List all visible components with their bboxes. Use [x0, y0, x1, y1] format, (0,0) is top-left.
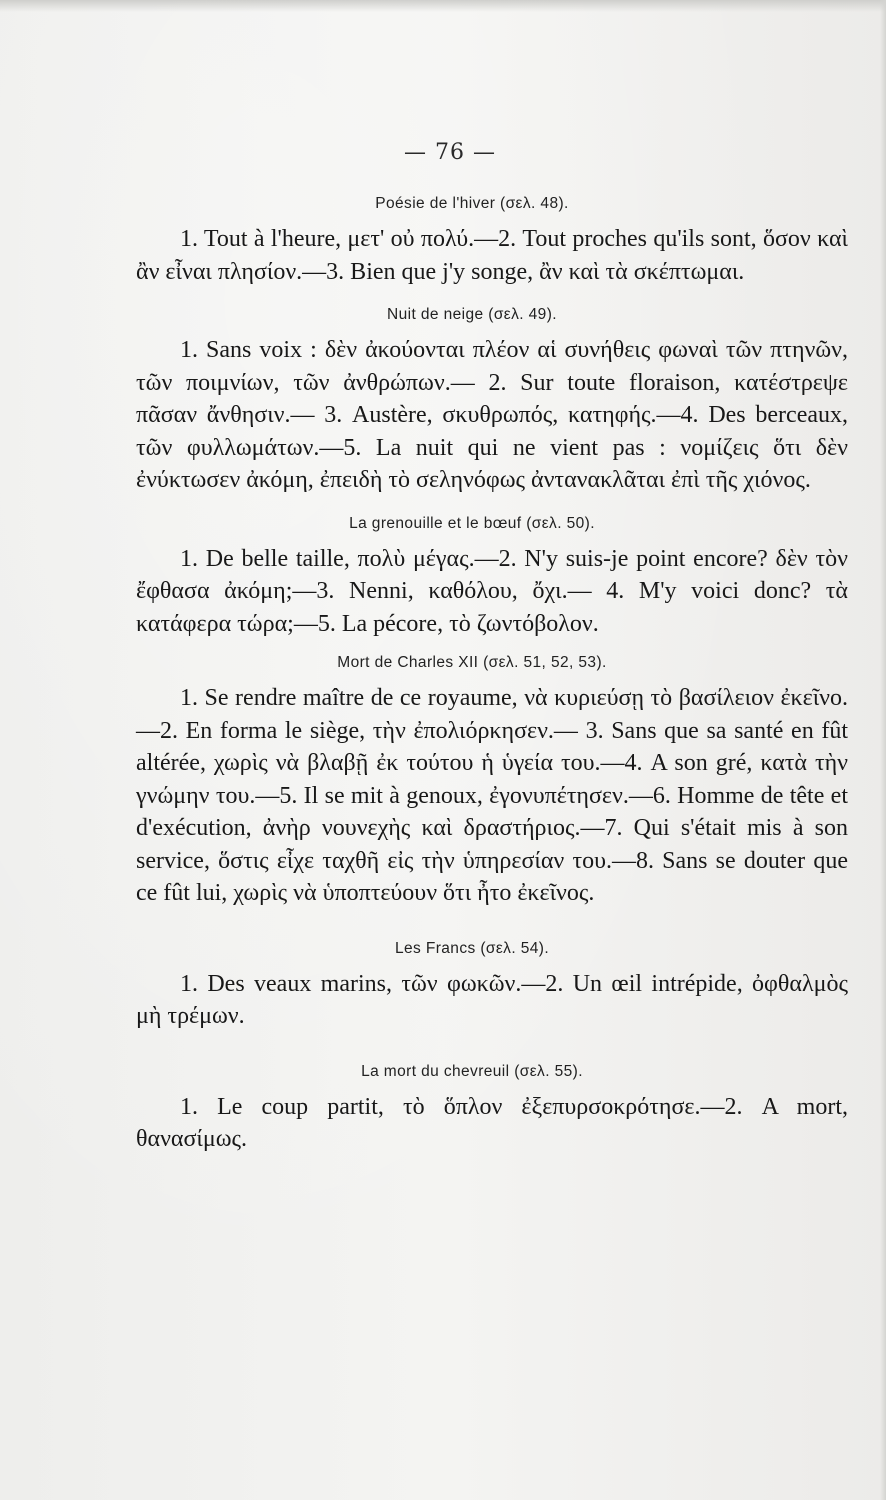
- page-number: — 76 —: [404, 140, 496, 165]
- section-heading: Mort de Charles XII (σελ. 51, 52, 53).: [337, 654, 607, 671]
- section-heading: Les Francs (σελ. 54).: [394, 939, 550, 957]
- section-heading: Poésie de l'hiver (σελ. 48).: [375, 195, 569, 212]
- section-text: 1. Tout à l'heure, μετ' οὐ πολύ.—2. Tout proches qu'ils sont, ὅσον καὶ ἂν εἶναι πλησίον.—3. Bien que j'y songe, ἂν καὶ τὰ σκέπτωμαι.: [136, 226, 848, 285]
- section-spacer: [136, 928, 848, 940]
- section-heading: La mort du chevreuil (σελ. 55).: [361, 1062, 583, 1080]
- section-text: 1. Sans voix : δὲν ἀκούονται πλέον αἱ συνήθεις φωναὶ τῶν πτηνῶν, τῶν ποιμνίων, τῶν ἀνθρώπων.— 2. Sur toute floraison, κατέστρεψε πᾶσαν ἄνθησιν.— 3. Austère, σκυθρωπός, κατηφής.—4. Des berceaux, τῶν φυλλωμάτων.—5. La nuit qui ne vient pas : νομίζεις ὅτι δὲν ἐνύκτωσεν ἀκόμη, ἐπειδὴ τὸ σεληνόφως ἀντανακλᾶται ἐπὶ τῆς χιόνος.: [136, 337, 848, 493]
- section-text: 1. Des veaux marins, τῶν φωκῶν.—2. Un œil intrépide, ὀφθαλμὸς μὴ τρέμων.: [136, 970, 848, 1029]
- page-edge-shadow-top: [0, 0, 886, 12]
- section-text: 1. Le coup partit, τὸ ὅπλον ἐξεπυρσοκρότησε.—2. A mort, θανασίμως.: [136, 1093, 848, 1152]
- section-les-francs: [136, 940, 848, 1033]
- section-spacer: [136, 1051, 848, 1063]
- section-text: 1. Se rendre maître de ce royaume, νὰ κυριεύσῃ τὸ βασίλειον ἐκεῖνο.—2. En forma le siège, τὴν ἐπολιόρκησεν.— 3. Sans que sa santé en fût altérée, χωρὶς νὰ βλαβῇ ἐκ τούτου ἡ ὑγεία του.—4. A son gré, κατὰ τὴν γνώμην του.—5. Il se mit à genoux, ἐγονυπέτησεν.—6. Homme de tête et d'exécution, ἀνὴρ νουνεχὴς καὶ δραστήριος.—7. Qui s'était mis à son service, ὅστις εἶχε ταχθῆ εἰς τὴν ὑπηρεσίαν του.—8. Sans se douter que ce fût lui, χωρὶς νὰ ὑποπτεύουν ὅτι ἦτο ἐκεῖνος.: [136, 685, 848, 906]
- page-content: [136, 140, 848, 1174]
- section-grenouille-boeuf: [136, 515, 848, 641]
- page-edge-shadow-right: [880, 0, 886, 1500]
- section-heading: La grenouille et le bœuf (σελ. 50).: [349, 514, 595, 532]
- section-nuit-neige: [136, 306, 848, 497]
- section-mort-chevreuil: [136, 1063, 848, 1156]
- section-mort-charles-xii: [136, 654, 848, 910]
- section-text: 1. De belle taille, πολὺ μέγας.—2. N'y suis-je point encore? δὲν τὸν ἔφθασα ἀκόμη;—3. Nenni, καθόλου, ὄχι.— 4. M'y voici donc? τὰ κατάφερα τώρα;—5. La pécore, τὸ ζωντόβολον.: [136, 545, 848, 637]
- section-heading: Nuit de neige (σελ. 49).: [387, 306, 557, 323]
- section-poesie-hiver: [136, 195, 848, 288]
